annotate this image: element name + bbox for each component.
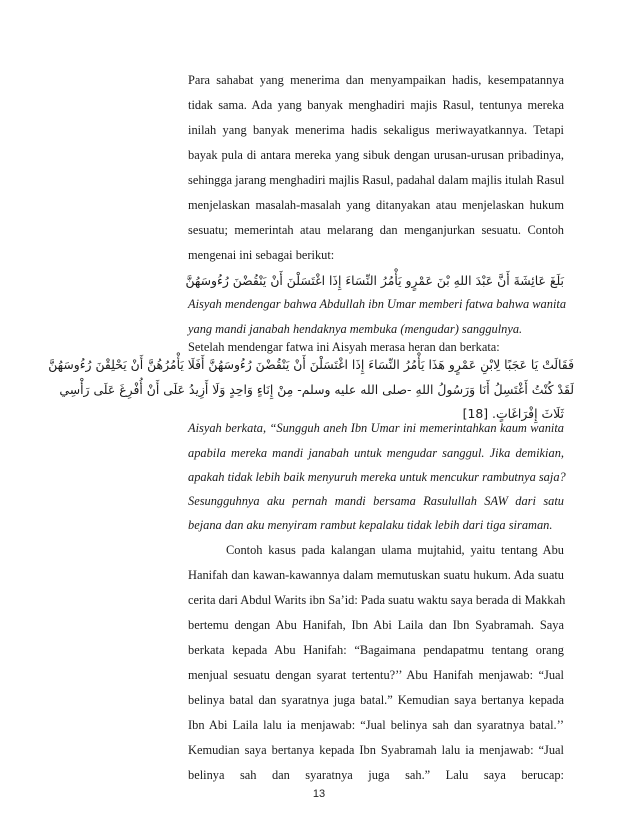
- translation-line: Sesungguhnya aku pernah mandi bersama Rasulullah SAW dari satu: [188, 494, 564, 508]
- paragraph-line: Para sahabat yang menerima dan menyampaikan hadis, kesempatannya: [188, 73, 564, 87]
- paragraph-line: mengenai ini sebagai berikut:: [188, 248, 335, 262]
- translation-line: yang mandi janabah hendaknya membuka (mengudar) sanggulnya.: [188, 322, 523, 336]
- translation-line: Aisyah berkata, “Sungguh aneh Ibn Umar ini memerintahkan kaum wanita: [188, 421, 564, 435]
- translation-line: apakah tidak lebih baik menyuruh mereka untuk mencukur rambutnya saja?: [188, 470, 566, 484]
- paragraph-line: inilah yang banyak menerima hadis sekaligus meriwayatkannya. Tetapi: [188, 123, 564, 137]
- paragraph-line: tidak sama. Ada yang banyak menghadiri majis Rasul, tentunya mereka: [188, 98, 564, 112]
- arabic-line: لَقَدْ كُنْتُ أَغْتَسِلُ أَنَا وَرَسُولُ اللهِ -صلى الله عليه وسلم- مِنْ إِنَاءٍ وَاحِدٍ وَلَا أَزِيدُ عَلَى أَنْ أُفْرِغَ عَلَى رَأْسِي: [59, 382, 574, 397]
- paragraph-line: Ibn Abi Laila lalu ia menjawab: “Jual belinya sah dan syaratnya batal.’’: [188, 718, 564, 732]
- paragraph-line: menjual sesuatu dengan syarat tertentu?’’ Abu Hanifah menjawab: “Jual: [188, 668, 564, 682]
- paragraph-line: bayak pula di antara mereka yang sibuk dengan urusan-urusan pribadinya,: [188, 148, 564, 162]
- arabic-hadith-1: بَلَغَ عَائِشَةَ أَنَّ عَبْدَ اللهِ بْنَ عَمْرٍو يَأْمُرُ النِّسَاءَ إِذَا اغْتَسَلْنَ أَنْ يَنْقُضْنَ رُءُوسَهُنَّ: [185, 273, 564, 288]
- paragraph-line: Hanifah dan kawan-kawannya dalam memutuskan suatu hukum. Ada suatu: [188, 568, 564, 582]
- paragraph-line: belinya sah dan syaratnya juga sah.” Lalu saya berucap:: [188, 768, 564, 782]
- paragraph-line: menjelaskan masalah-masalah yang ditanyakan atau menjelaskan hukum: [188, 198, 564, 212]
- paragraph-line: Contoh kasus pada kalangan ulama mujtahid, yaitu tentang Abu: [226, 543, 564, 557]
- translation-line: Aisyah mendengar bahwa Abdullah ibn Umar memberi fatwa bahwa wanita: [188, 297, 567, 311]
- paragraph-line: belinya batal dan syaratnya juga batal.” Kemudian saya bertanya kepada: [188, 693, 564, 707]
- paragraph-line: sehingga jarang menghadiri majlis Rasul, padahal dalam majlis itulah Rasul: [188, 173, 565, 187]
- paragraph-line: Kemudian saya bertanya kepada Ibn Syabramah lalu ia menjawab: “Jual: [188, 743, 564, 757]
- arabic-line: فَقَالَتْ يَا عَجَبًا لِابْنِ عَمْرٍو هَذَا يَأْمُرُ النِّسَاءَ إِذَا اغْتَسَلْنَ أَنْ يَنْقُضْنَ رُءُوسَهُنَّ أَفَلَا يَأْمُرُهُنَّ أَنْ يَحْلِقْنَ رُءُوسَهُنَّ: [48, 357, 574, 372]
- translation-line: apabila mereka mandi janabah untuk mengudar sanggul. Jika demikian,: [188, 446, 564, 460]
- page-number: 13: [312, 788, 326, 800]
- paragraph-line: berkata kepada Abu Hanifah: “Bagaimana pendapatmu tentang orang: [188, 643, 564, 657]
- paragraph-line: bertemu dengan Abu Hanifah, Ibn Abi Laila dan Ibn Syabramah. Saya: [188, 618, 564, 632]
- bridge-line: Setelah mendengar fatwa ini Aisyah merasa heran dan berkata:: [188, 340, 500, 354]
- arabic-line: ثَلَاثَ إِفْرَاغَاتٍ. [18]: [462, 406, 564, 421]
- translation-line: bejana dan aku menyiram rambut kepalaku tidak lebih dari tiga siraman.: [188, 518, 553, 532]
- paragraph-line: cerita dari Abdul Warits ibn Sa’id: Pada suatu waktu saya berada di Makkah: [188, 593, 566, 607]
- paragraph-line: sesuatu; memerintah atau melarang dan menganjurkan sesuatu. Contoh: [188, 223, 564, 237]
